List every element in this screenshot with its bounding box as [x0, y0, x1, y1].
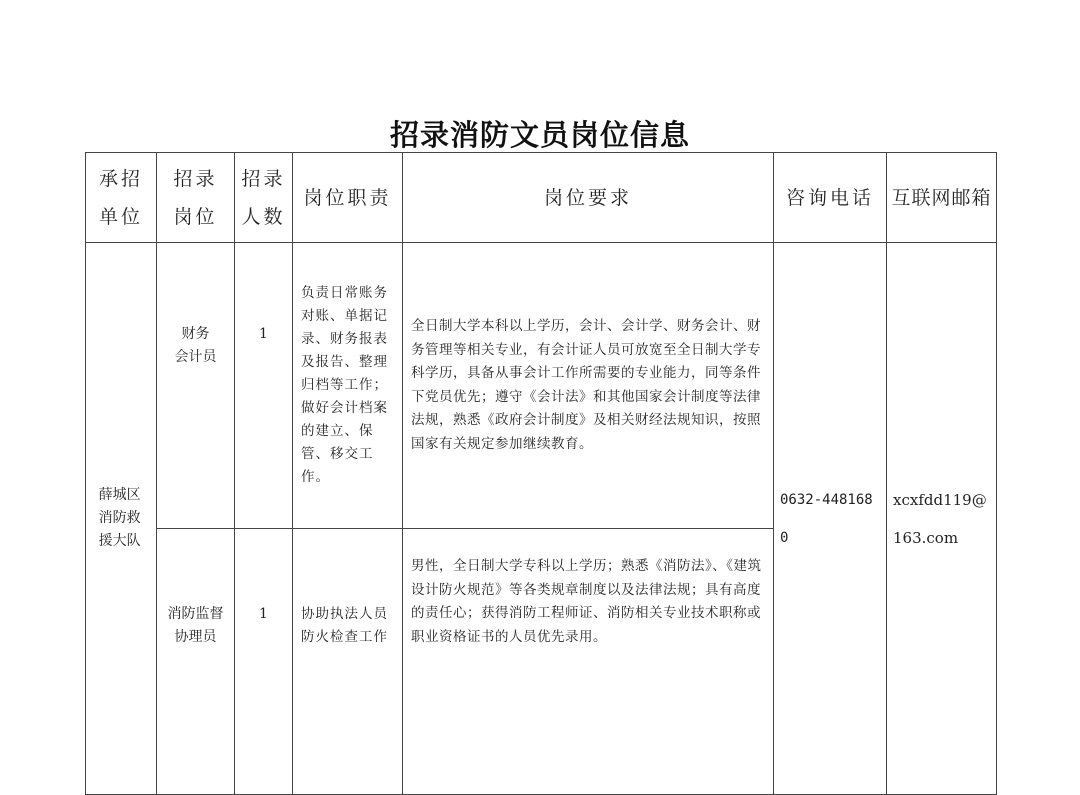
header-requirement: 岗位要求	[403, 153, 774, 243]
email-cell: xcxfdd119@163.com	[887, 243, 997, 795]
header-row	[86, 153, 997, 243]
position-name: 财务 会计员	[174, 326, 217, 365]
header-count: 招录 人数	[235, 153, 293, 243]
count-cell: 1	[235, 529, 293, 795]
table-row	[86, 243, 997, 529]
phone-cell: 0632-4481680	[774, 243, 887, 795]
header-email: 互联网邮箱	[887, 153, 997, 243]
page-title: 招录消防文员岗位信息	[389, 118, 690, 152]
position-cell	[157, 243, 235, 529]
header-phone: 咨询电话	[774, 153, 887, 243]
header-unit: 承招 单位	[86, 153, 157, 243]
requirement-cell: 全日制大学本科以上学历，会计、会计学、财务会计、财务管理等相关专业，有会计证人员可放宽至全日制大学专科学历，具备从事会计工作所需要的专业能力，同等条件下党员优先；遵守《会计法》和其他国家会计制度等法律法规，熟悉《政府会计制度》及相关财经法规知识，按照国家有关规定参加继续教育。	[403, 243, 774, 529]
count-cell: 1	[235, 243, 293, 529]
duty-cell: 负责日常账务对账、单据记录、财务报表及报告、整理归档等工作；做好会计档案的建立、保管、移交工作。	[293, 243, 403, 529]
requirement-cell: 男性，全日制大学专科以上学历；熟悉《消防法》、《建筑设计防火规范》等各类规章制度以及法律法规；具有高度的责任心；获得消防工程师证、消防相关专业技术职称或职业资格证书的人员优先录用。	[403, 529, 774, 795]
recruitment-table	[85, 152, 997, 795]
header-duty: 岗位职责	[293, 153, 403, 243]
duty-cell: 协助执法人员防火检查工作	[293, 529, 403, 795]
unit-cell	[86, 243, 157, 795]
position-cell	[157, 529, 235, 795]
position-name: 消防监督 协理员	[167, 606, 224, 645]
header-position: 招录 岗位	[157, 153, 235, 243]
unit-name: 薛城区消防救援大队	[98, 487, 141, 549]
